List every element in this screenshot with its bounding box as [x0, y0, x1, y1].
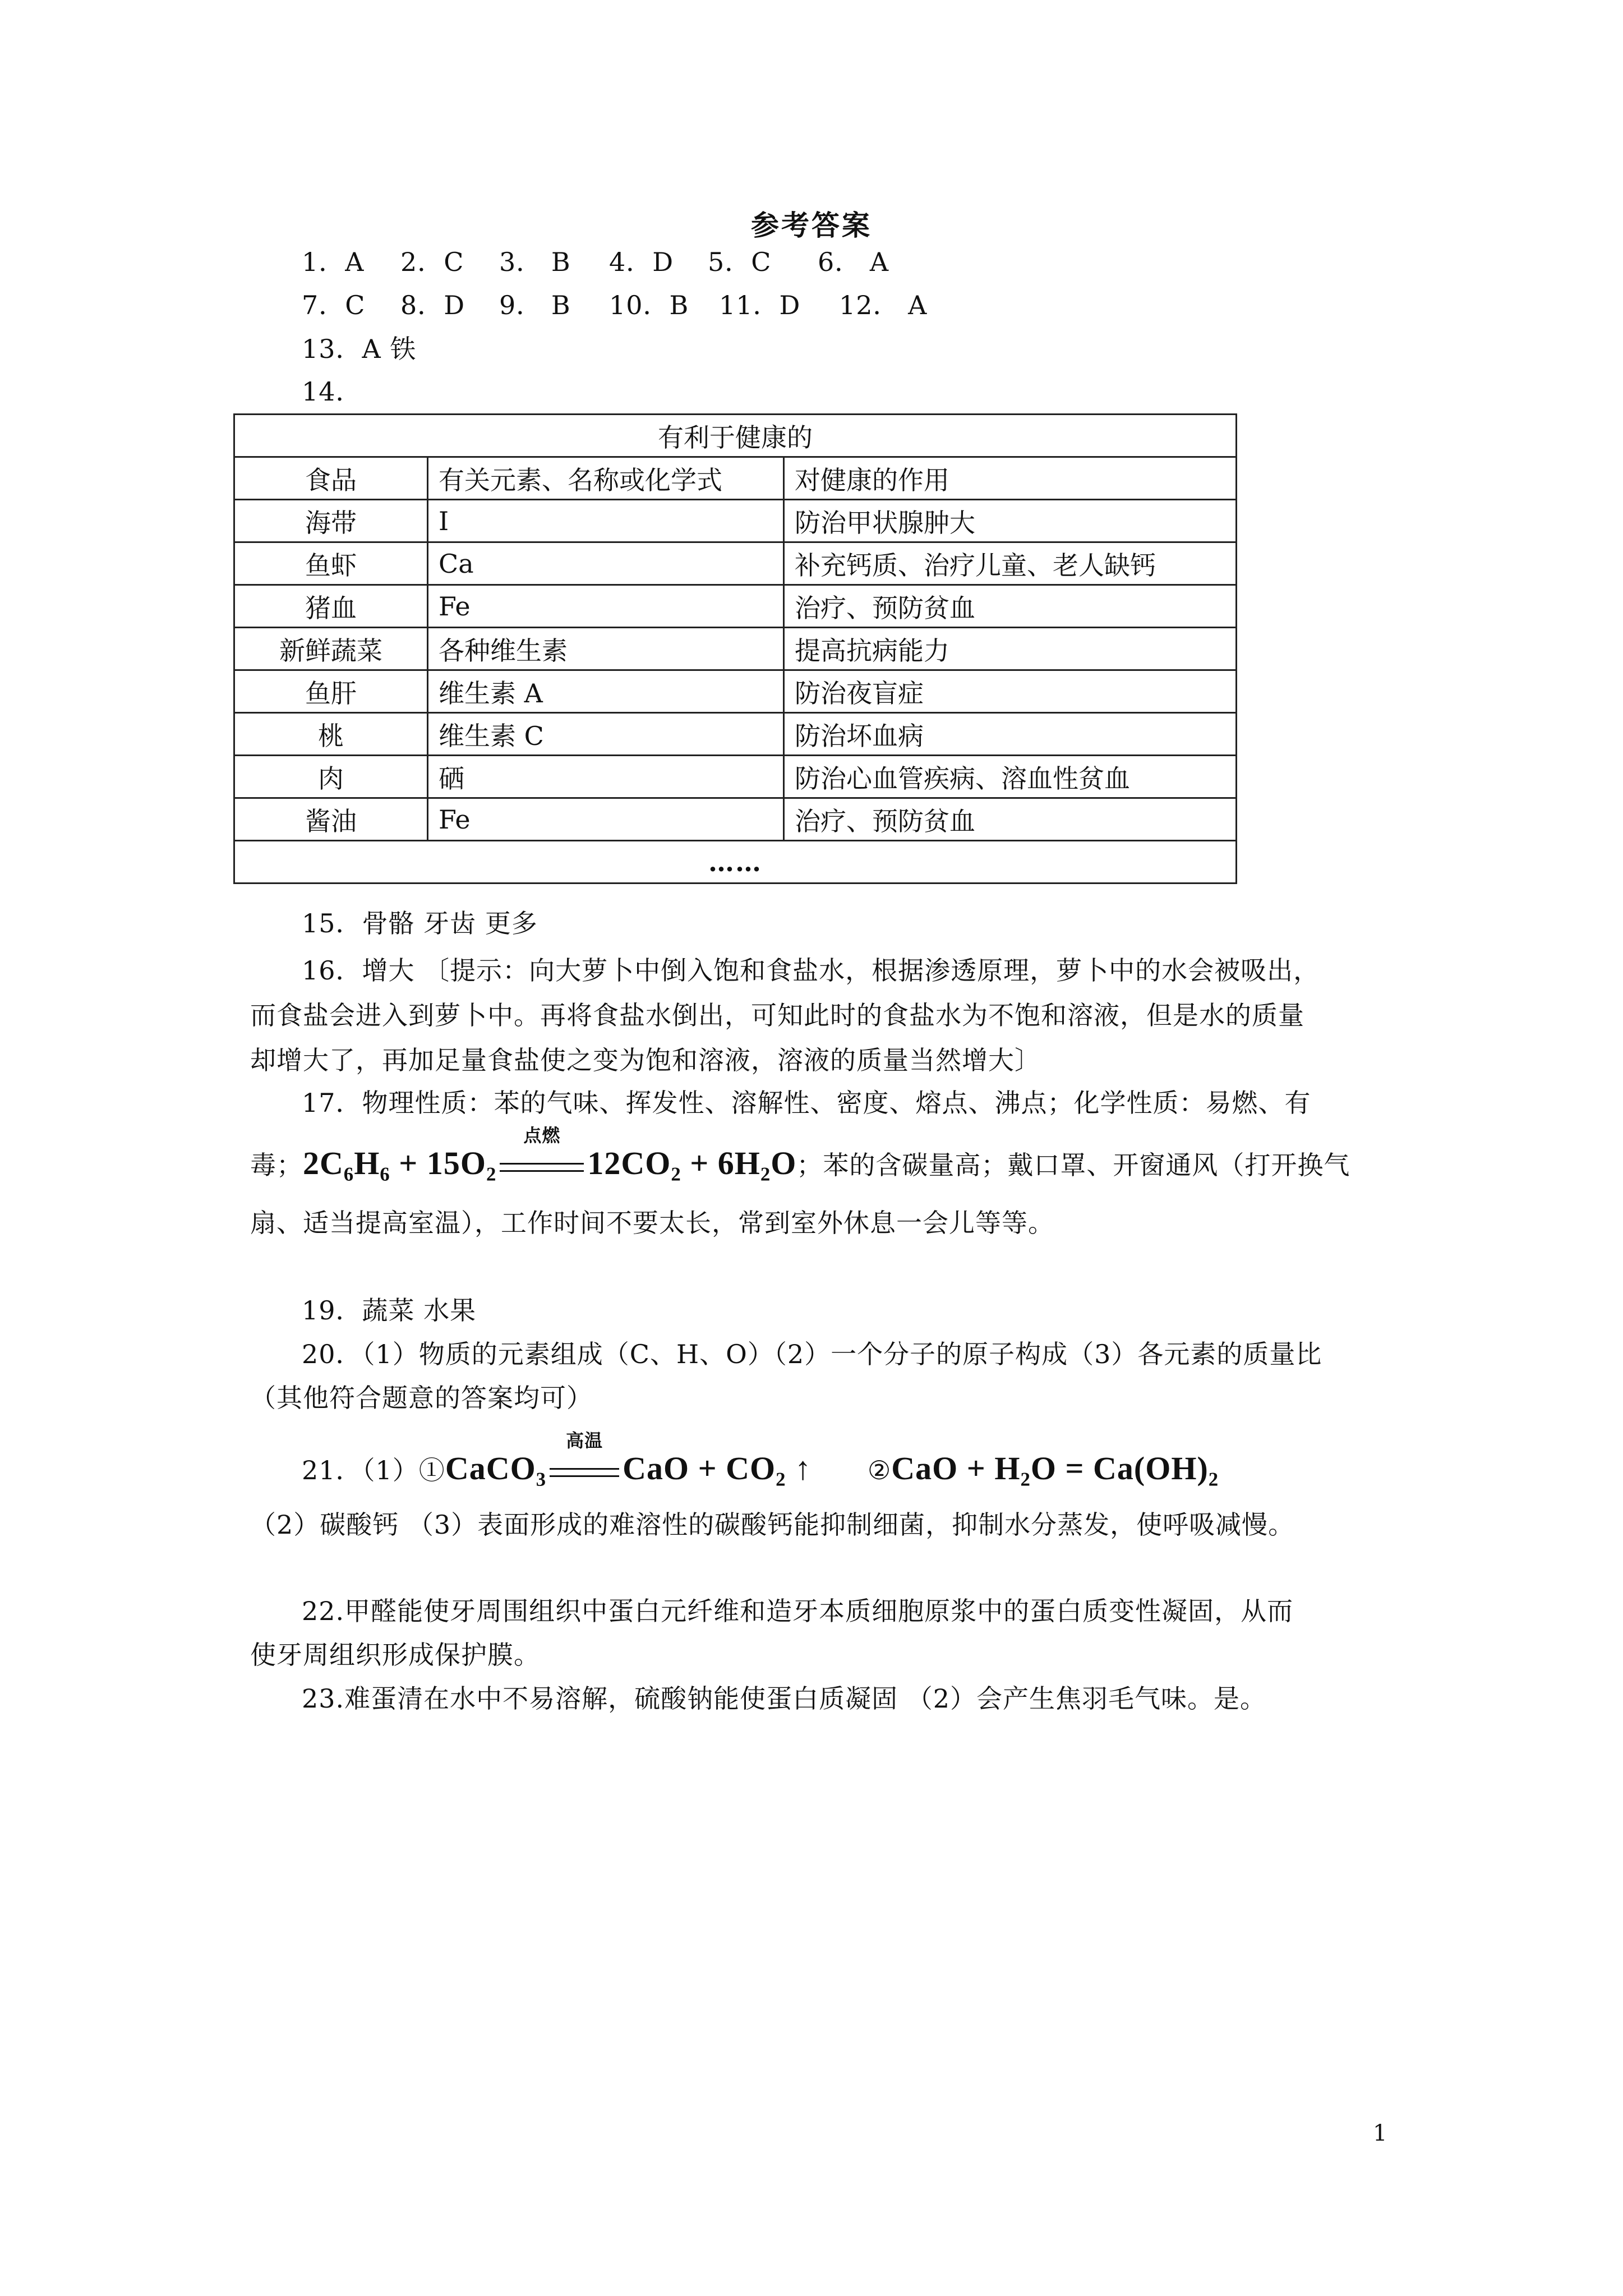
answer-13: 13．A 铁	[302, 334, 417, 364]
answer-17-line-1: 17．物理性质：苯的气味、挥发性、溶解性、密度、熔点、沸点；化学性质：易燃、有	[302, 1088, 1311, 1118]
equation-combustion-right: 12CO₂ + 6H₂O	[587, 1145, 797, 1181]
equation-condition-ignite	[500, 1125, 584, 1182]
answer-21-line-1	[302, 1430, 1219, 1487]
answer-19: 19．蔬菜 水果	[302, 1295, 477, 1326]
table-row	[234, 756, 1237, 798]
answer-1: 1．A	[302, 247, 365, 277]
condition-label: 高温	[566, 1430, 603, 1451]
answer-17-line-3: 扇、适当提高室温），工作时间不要太长，常到室外休息一会儿等等。	[250, 1208, 1054, 1238]
cell-element: Fe	[428, 585, 784, 628]
answer-11: 11．D	[719, 290, 801, 320]
answer-10: 10．B	[609, 290, 689, 320]
equals-bars	[550, 1468, 619, 1477]
answer-15: 15．骨骼 牙齿 更多	[302, 908, 538, 938]
header-food: 食品	[234, 457, 428, 500]
answer-6: 6． A	[818, 247, 889, 277]
page-number: 1	[1373, 2120, 1387, 2146]
cell-element: 硒	[428, 756, 784, 798]
page-title: 参考答案	[751, 209, 872, 242]
answer-22-line-2: 使牙周组织形成保护膜。	[250, 1640, 540, 1670]
answer-9: 9． B	[499, 290, 571, 320]
answer-21-line-2: （2）碳酸钙 （3）表面形成的难溶性的碳酸钙能抑制细菌，抑制水分蒸发，使呼吸减慢。	[250, 1510, 1295, 1540]
answer-22-line-1: 22.甲醛能使牙周围组织中蛋白元纤维和造牙本质细胞原浆中的蛋白质变性凝固，从而	[302, 1596, 1294, 1626]
answer-14-label: 14．	[302, 376, 362, 407]
table-row	[234, 713, 1237, 756]
cell-element: Ca	[428, 542, 784, 585]
mc-row-2	[302, 288, 927, 322]
answer-23: 23.难蛋清在水中不易溶解，硫酸钠能使蛋白质凝固 （2）会产生焦羽毛气味。是。	[302, 1683, 1267, 1714]
answer-16-line-1: 16．增大 〔提示：向大萝卜中倒入饱和食盐水，根据渗透原理，萝卜中的水会被吸出，	[302, 955, 1320, 986]
condition-label: 点燃	[523, 1125, 561, 1146]
health-table	[233, 413, 1237, 884]
cell-food: 新鲜蔬菜	[234, 628, 428, 670]
table-caption: 有利于健康的	[234, 415, 1237, 457]
equals-bars	[500, 1163, 584, 1172]
table-header-row	[234, 457, 1237, 500]
cell-effect: 防治坏血病	[784, 713, 1237, 756]
answer-5: 5．C	[708, 247, 772, 277]
cell-element: 维生素 A	[428, 670, 784, 713]
header-element: 有关元素、名称或化学式	[428, 457, 784, 500]
table-row	[234, 670, 1237, 713]
answer-17-suffix: ；苯的含碳量高；戴口罩、开窗通风（打开换气	[796, 1150, 1350, 1180]
equation-decompose-right: CaO + CO₂ ↑	[623, 1450, 812, 1487]
cell-effect: 治疗、预防贫血	[784, 798, 1237, 841]
answer-20-line-2: （其他符合题意的答案均可）	[250, 1383, 593, 1413]
cell-food: 猪血	[234, 585, 428, 628]
cell-element: Fe	[428, 798, 784, 841]
cell-effect: 防治夜盲症	[784, 670, 1237, 713]
cell-food: 桃	[234, 713, 428, 756]
answer-4: 4．D	[609, 247, 674, 277]
table-row	[234, 628, 1237, 670]
cell-element: 维生素 C	[428, 713, 784, 756]
equation-decompose-left: CaCO₃	[445, 1450, 547, 1487]
table-row	[234, 585, 1237, 628]
answer-21-prefix: 21．（1）①	[302, 1455, 445, 1485]
answer-8: 8．D	[400, 290, 465, 320]
mc-row-1	[302, 245, 889, 279]
table-row	[234, 500, 1237, 542]
equation-condition-high-temp	[550, 1430, 619, 1487]
answer-2: 2．C	[400, 247, 464, 277]
answer-17-prefix: 毒；	[250, 1150, 303, 1180]
answer-3: 3． B	[499, 247, 571, 277]
cell-effect: 补充钙质、治疗儿童、老人缺钙	[784, 542, 1237, 585]
answer-16-line-3: 却增大了，再加足量食盐使之变为饱和溶液，溶液的质量当然增大〕	[250, 1045, 1041, 1075]
answer-7: 7．C	[302, 290, 366, 320]
cell-food: 鱼肝	[234, 670, 428, 713]
cell-food: 肉	[234, 756, 428, 798]
cell-food: 酱油	[234, 798, 428, 841]
cell-effect: 治疗、预防贫血	[784, 585, 1237, 628]
cell-element: 各种维生素	[428, 628, 784, 670]
table-footer-ellipsis: ……	[234, 841, 1237, 884]
cell-effect: 提高抗病能力	[784, 628, 1237, 670]
cell-effect: 防治心血管疾病、溶血性贫血	[784, 756, 1237, 798]
cell-food: 海带	[234, 500, 428, 542]
table-row	[234, 542, 1237, 585]
cell-food: 鱼虾	[234, 542, 428, 585]
equation-hydration: CaO + H₂O = Ca(OH)₂	[891, 1450, 1219, 1487]
answer-17-line-2	[250, 1125, 1350, 1182]
equation-combustion-left: 2C₆H₆ + 15O₂	[303, 1145, 497, 1181]
answer-21-mid: ②	[868, 1455, 892, 1485]
table-row	[234, 798, 1237, 841]
answer-12: 12． A	[839, 290, 928, 320]
answer-20-line-1: 20．（1）物质的元素组成（C、H、O）（2）一个分子的原子构成（3）各元素的质量比	[302, 1339, 1322, 1369]
cell-element: I	[428, 500, 784, 542]
cell-effect: 防治甲状腺肿大	[784, 500, 1237, 542]
answer-16-line-2: 而食盐会进入到萝卜中。再将食盐水倒出，可知此时的食盐水为不饱和溶液，但是水的质量	[250, 1000, 1304, 1030]
header-effect: 对健康的作用	[784, 457, 1237, 500]
